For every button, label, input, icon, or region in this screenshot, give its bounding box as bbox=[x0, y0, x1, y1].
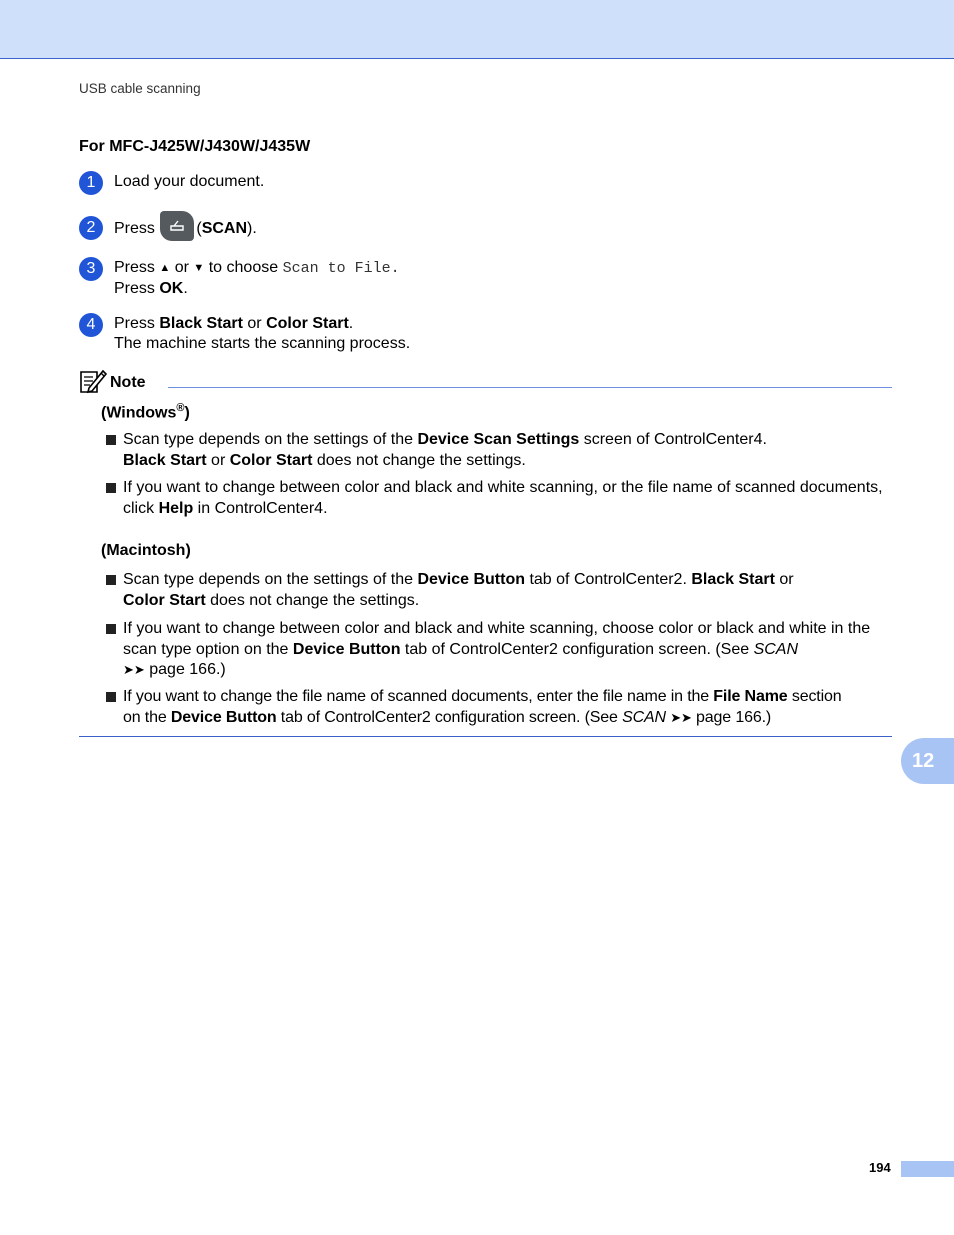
running-head: USB cable scanning bbox=[79, 81, 201, 96]
step-3-text bbox=[114, 258, 400, 299]
press-label: Press bbox=[114, 220, 155, 238]
double-arrow-icon: ➤➤ bbox=[123, 662, 145, 677]
list-item-text: If you want to change between color and black and white scanning, or the file name of scanned documents, click Help in ControlCenter4. bbox=[123, 479, 883, 517]
list-item-text: If you want to change the file name of scanned documents, enter the file name in the File Name section on the Device Button tab of ControlCenter2 configuration screen. (See SCAN ➤➤ page 166.) bbox=[123, 688, 842, 726]
step-4-text bbox=[114, 314, 410, 354]
scan-link: SCAN bbox=[622, 708, 666, 726]
press-label: Press bbox=[114, 259, 155, 276]
macintosh-heading: (Macintosh) bbox=[101, 542, 191, 559]
registered-mark: ® bbox=[176, 402, 185, 414]
windows-heading-text: (Windows bbox=[101, 404, 177, 422]
header-band bbox=[0, 0, 954, 59]
period: . bbox=[348, 315, 354, 332]
period: . bbox=[183, 280, 188, 297]
step-number-4: 4 bbox=[79, 313, 103, 337]
menu-item-scan-to-file: Scan to File bbox=[282, 260, 391, 277]
bullet-square-icon bbox=[106, 435, 116, 445]
chapter-tab: 12 bbox=[901, 738, 954, 784]
step-number-3: 3 bbox=[79, 257, 103, 281]
step-number-2: 2 bbox=[79, 216, 103, 240]
windows-heading bbox=[101, 402, 190, 422]
list-item-text: Scan type depends on the settings of the Device Button tab of ControlCenter2. Black Start or Color Start does not change the settings. bbox=[123, 571, 794, 609]
step-2-text bbox=[114, 217, 257, 241]
step-4-result: The machine starts the scanning process. bbox=[114, 335, 411, 352]
down-arrow-icon: ▼ bbox=[193, 262, 205, 274]
list-item-text: Scan type depends on the settings of the Device Scan Settings screen of ControlCenter4. Black Start or Color Start does not change the settings. bbox=[123, 431, 767, 469]
paren-close: ). bbox=[247, 220, 257, 238]
ok-key: OK bbox=[159, 280, 184, 297]
press-label: Press bbox=[114, 280, 155, 297]
color-start-key: Color Start bbox=[266, 315, 349, 332]
black-start-key: Black Start bbox=[159, 315, 243, 332]
paren-open: ( bbox=[196, 220, 202, 238]
bullet-square-icon bbox=[106, 692, 116, 702]
section-heading: For MFC-J425W/J430W/J435W bbox=[79, 138, 311, 155]
note-divider bbox=[168, 387, 892, 388]
note-label: Note bbox=[110, 374, 146, 391]
step-1-text: Load your document. bbox=[114, 173, 265, 190]
scan-link: SCAN bbox=[753, 640, 799, 658]
press-label: Press bbox=[114, 315, 155, 332]
scan-button-icon bbox=[160, 211, 194, 241]
note-pencil-icon bbox=[79, 368, 107, 394]
double-arrow-icon: ➤➤ bbox=[670, 709, 692, 725]
bullet-square-icon bbox=[106, 575, 116, 585]
page-number-bar bbox=[901, 1161, 954, 1177]
step-number-1: 1 bbox=[79, 171, 103, 195]
bullet-square-icon bbox=[106, 624, 116, 634]
list-item-text: If you want to change between color and black and white scanning, choose color or black and white in the scan type option on the Device Button tab of ControlCenter2 configuration screen. (See SCAN ➤➤ page 166.) bbox=[123, 620, 871, 678]
or-label: or bbox=[174, 259, 189, 276]
windows-heading-end: ) bbox=[184, 404, 190, 422]
bullet-square-icon bbox=[106, 483, 116, 493]
or-label: or bbox=[247, 315, 262, 332]
to-choose-label: to choose bbox=[208, 259, 279, 276]
period: . bbox=[390, 260, 400, 277]
note-bottom-divider bbox=[79, 736, 892, 737]
up-arrow-icon: ▲ bbox=[159, 262, 171, 274]
scan-key: SCAN bbox=[201, 220, 248, 238]
page-number: 194 bbox=[869, 1160, 891, 1175]
